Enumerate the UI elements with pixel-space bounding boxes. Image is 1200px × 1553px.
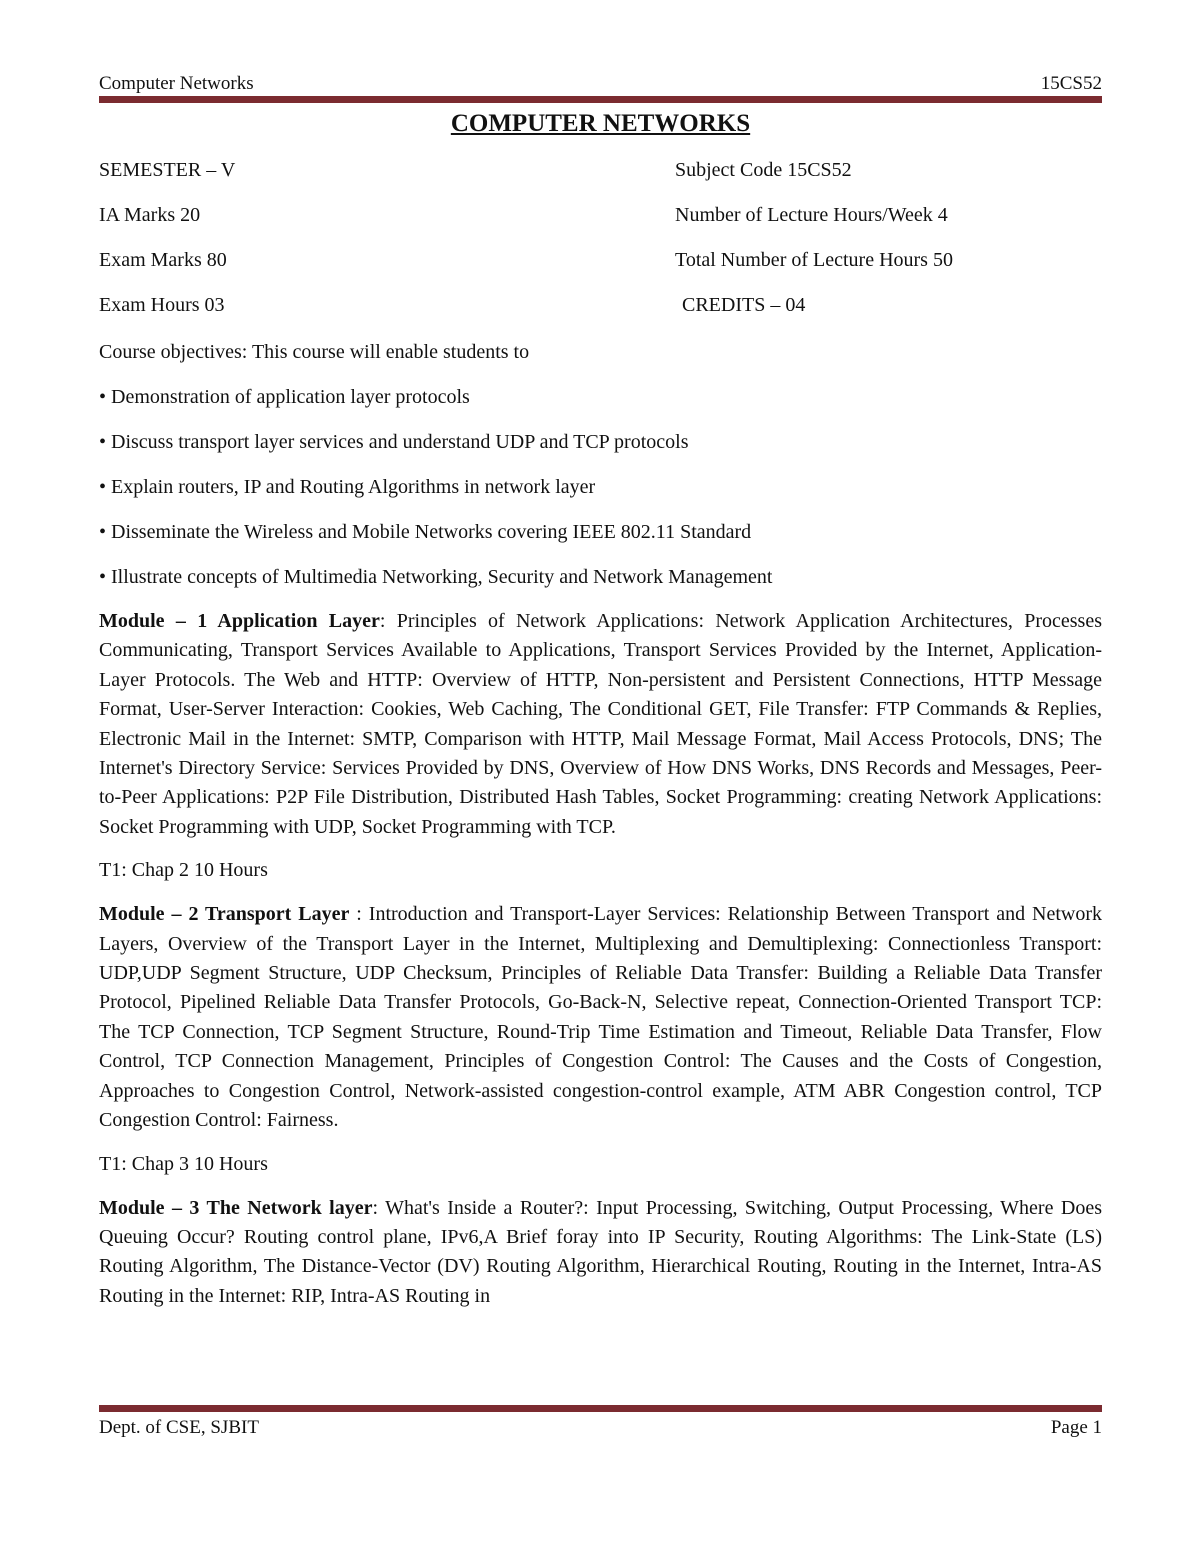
objective-item: • Discuss transport layer services and understand UDP and TCP protocols [99, 431, 689, 453]
page-footer [99, 1416, 1102, 1440]
document-page [99, 0, 1102, 1553]
objective-item: • Explain routers, IP and Routing Algorithms in network layer [99, 476, 596, 498]
objective-item: • Illustrate concepts of Multimedia Networking, Security and Network Management [99, 566, 773, 588]
module-heading: Module – 3 The Network layer [99, 1196, 373, 1219]
objective-item: • Disseminate the Wireless and Mobile Networks covering IEEE 802.11 Standard [99, 521, 752, 543]
header-course-name: Computer Networks [99, 73, 254, 94]
meta-row [99, 157, 1102, 202]
lecture-hours-week: Number of Lecture Hours/Week 4 [675, 204, 948, 226]
module-heading: Module – 2 Transport Layer [99, 903, 350, 926]
module-text: : Introduction and Transport-Layer Services: Relationship Between Transport and Network Layers, Overview of the Transport Layer in the Internet, Multiplexing and Demultiplexing: Connectionless Transport: UDP,UDP Segment Structure, UDP Checksum, Principles of Reliable Data Transfer: Building a Reliable Data Transfer Protocol, Pipelined Reliable Data Transfer Protocols, Go-Back-N, Selective repeat, Connection-Oriented Transport TCP: The TCP Connection, TCP Segment Structure, Round-Trip Time Estimation and Timeout, Reliable Data Transfer, Flow Control, TCP Connection Management, Principles of Congestion Control: The Causes and the Costs of Congestion, Approaches to Congestion Control, Network-assisted congestion-control example, ATM ABR Congestion control, TCP Congestion Control: Fairness. [99, 903, 1102, 1132]
page-title: COMPUTER NETWORKS [450, 110, 751, 137]
syllabus-body [99, 337, 1102, 1324]
course-meta [99, 157, 1102, 337]
header-course-code: 15CS52 [1040, 73, 1102, 94]
module-text: : Principles of Network Applications: Network Application Architectures, Processes Communicating, Transport Services Available to Applications, Transport Services Provided by the Internet, Application-Layer Protocols. The Web and HTTP: Overview of HTTP, Non-persistent and Persistent Connections, HTTP Message Format, User-Server Interaction: Cookies, Web Caching, The Conditional GET, File Transfer: FTP Commands & Replies, Electronic Mail in the Internet: SMTP, Comparison with HTTP, Mail Message Format, Mail Access Protocols, DNS; The Internet's Directory Service: Services Provided by DNS, Overview of How DNS Works, DNS Records and Messages, Peer-to-Peer Applications: P2P File Distribution, Distributed Hash Tables, Socket Programming: creating Network Applications: Socket Programming with UDP, Socket Programming with TCP. [99, 610, 1102, 838]
module-heading: Module – 1 Application Layer [99, 610, 380, 632]
module-hours: T1: Chap 2 10 Hours [99, 859, 268, 882]
module-2 [99, 900, 1102, 1135]
objective-item: • Demonstration of application layer protocols [99, 386, 470, 408]
module-text: : What's Inside a Router?: Input Processing, Switching, Output Processing, Where Does Queuing Occur? Routing control plane, IPv6,A Brief foray into IP Security, Routing Algorithms: The Link-State (LS) Routing Algorithm, The Distance-Vector (DV) Routing Algorithm, Hierarchical Routing, Routing in the Internet, Intra-AS Routing in the Internet: RIP, Intra-AS Routing in [99, 1196, 1102, 1307]
header-rule [99, 96, 1102, 103]
footer-department: Dept. of CSE, SJBIT [99, 1417, 259, 1438]
page-header [99, 72, 1102, 96]
module-hours: T1: Chap 3 10 Hours [99, 1152, 268, 1175]
semester: SEMESTER – V [99, 159, 236, 181]
ia-marks: IA Marks 20 [99, 204, 201, 226]
meta-row [99, 292, 1102, 337]
meta-row [99, 202, 1102, 247]
subject-code: Subject Code 15CS52 [675, 159, 852, 181]
exam-marks: Exam Marks 80 [99, 249, 227, 271]
meta-row [99, 247, 1102, 292]
objectives-intro: Course objectives: This course will enable students to [99, 341, 530, 363]
page-number: Page 1 [1050, 1417, 1102, 1438]
module-3 [99, 1194, 1102, 1312]
credits: CREDITS – 04 [682, 294, 806, 316]
total-lecture-hours: Total Number of Lecture Hours 50 [675, 249, 953, 271]
footer-rule [99, 1405, 1102, 1412]
exam-hours: Exam Hours 03 [99, 294, 225, 316]
module-1 [99, 607, 1102, 842]
